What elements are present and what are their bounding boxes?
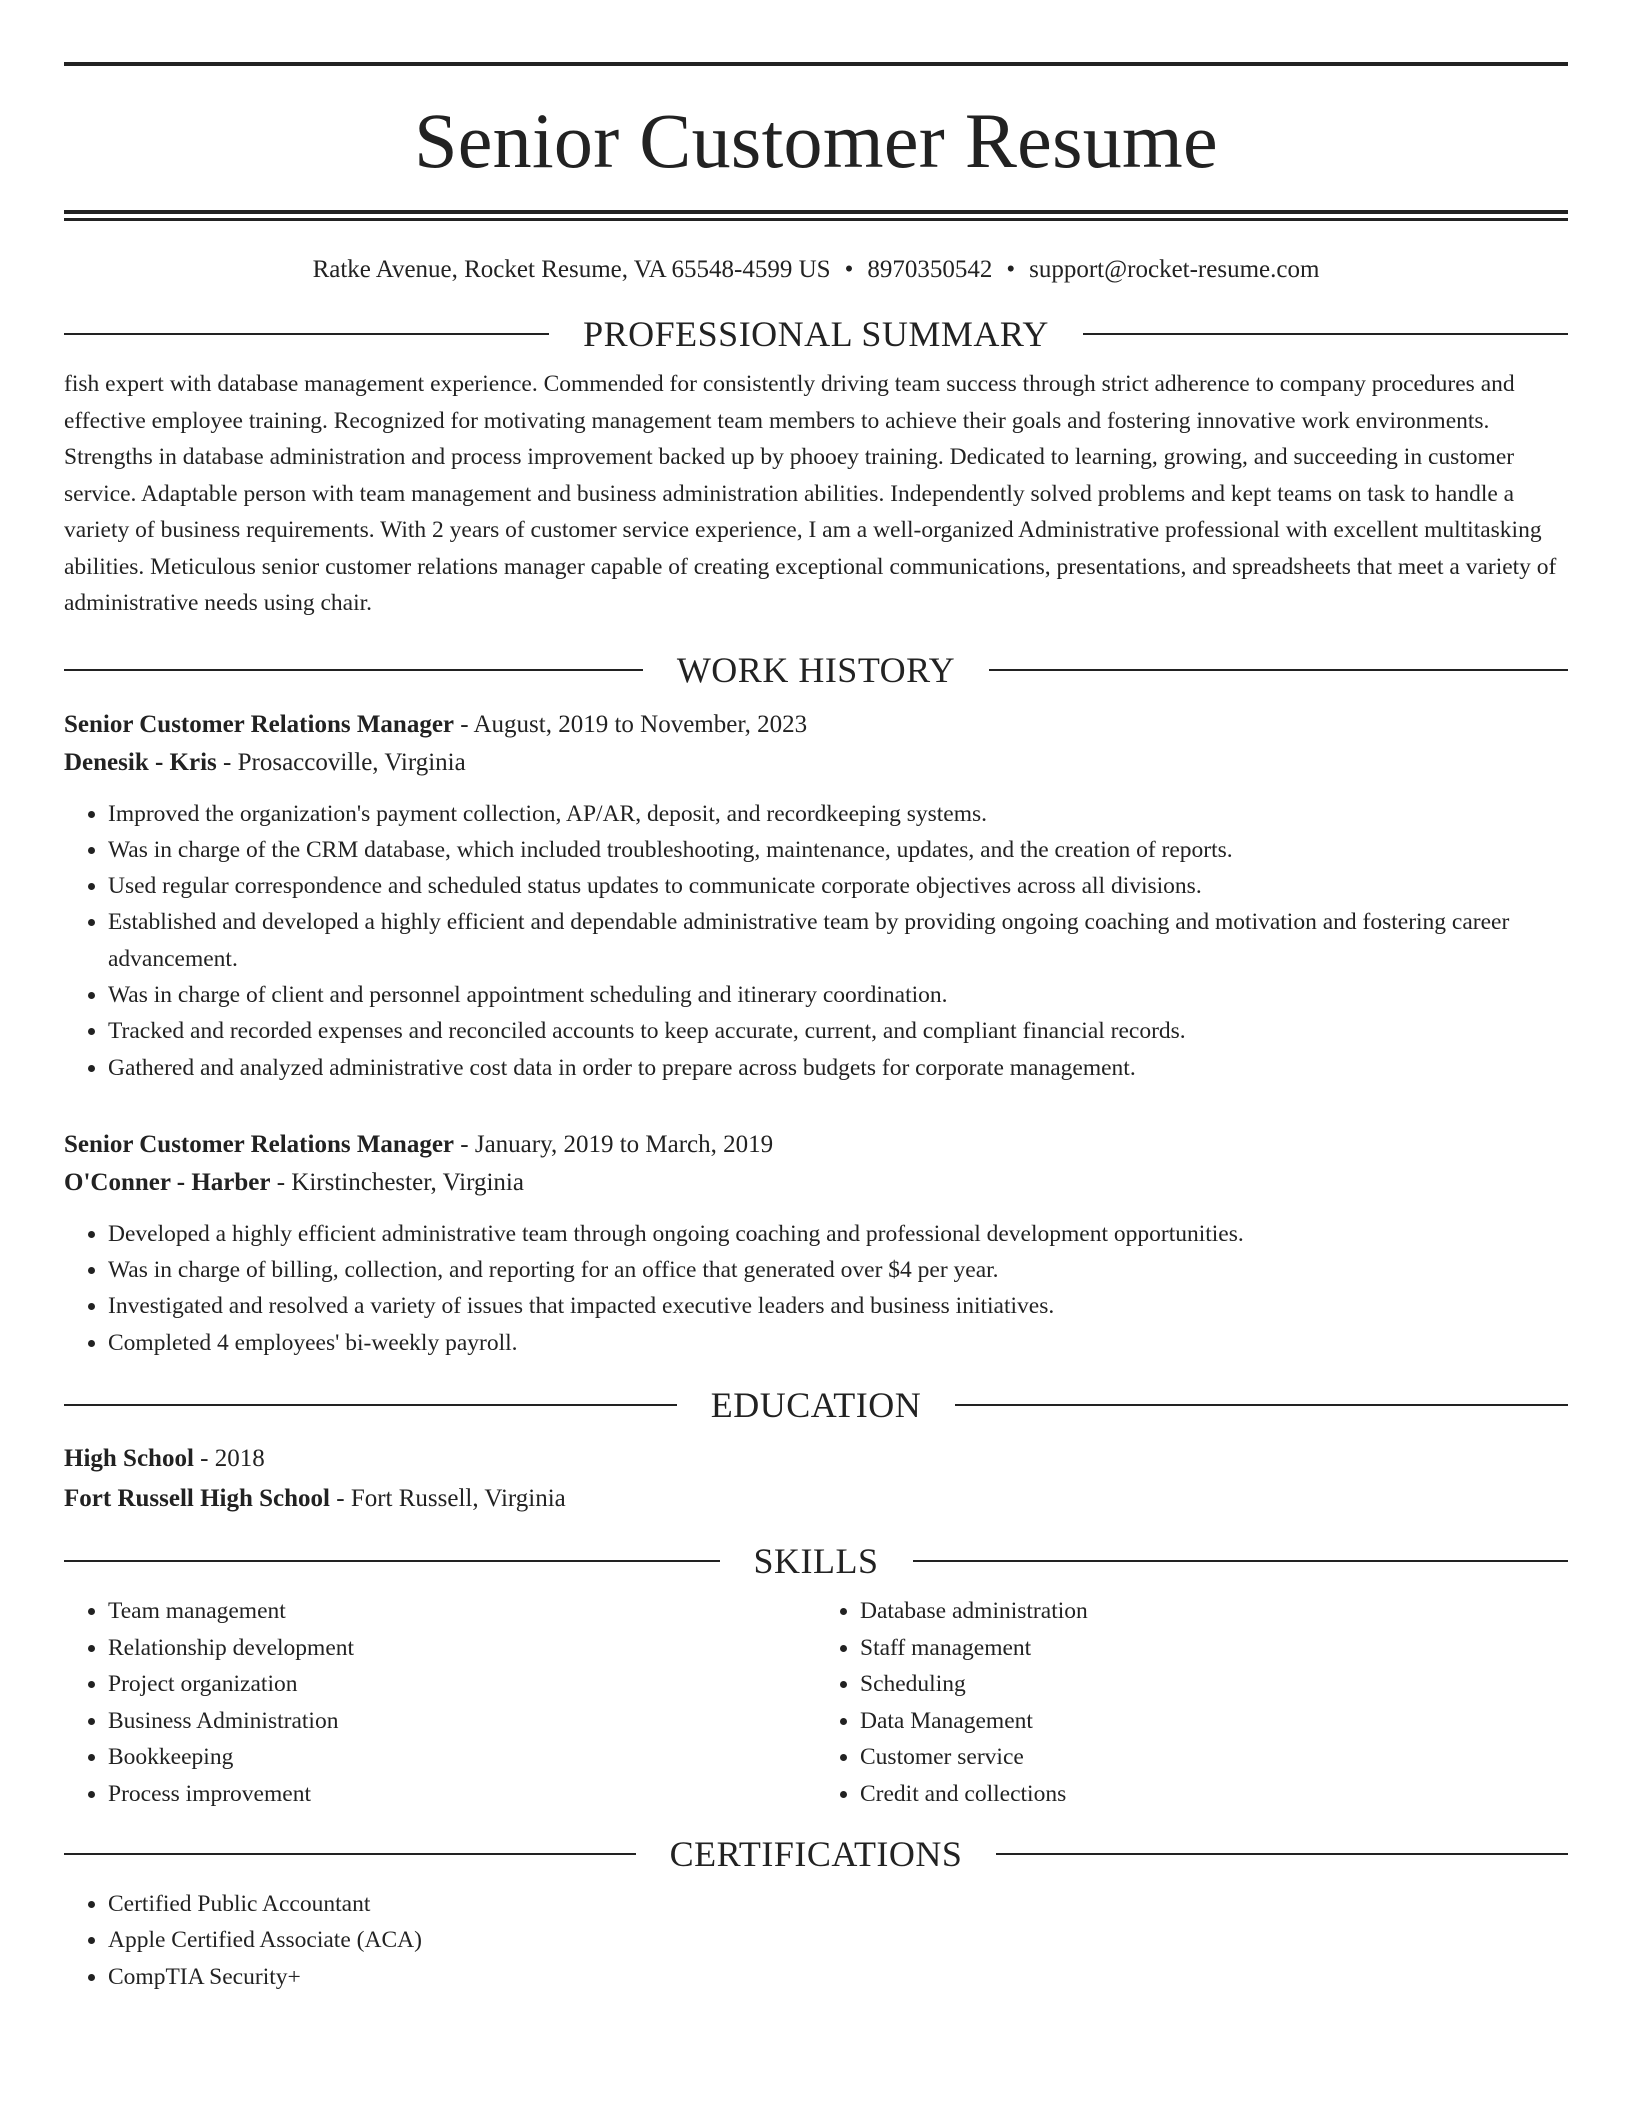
list-item: • Was in charge of client and personnel appointment scheduling and itinerary coordination. — [108, 977, 1568, 1013]
list-item: • Gathered and analyzed administrative cost data in order to prepare across budgets for corporate management. — [108, 1050, 1568, 1086]
job-bullets — [64, 796, 1568, 1086]
list-item: • Was in charge of billing, collection, and reporting for an office that generated over $4 per year. — [108, 1252, 1568, 1288]
list-item: • Used regular correspondence and scheduled status updates to communicate corporate objectives across all divisions. — [108, 868, 1568, 904]
contact-address: Ratke Avenue, Rocket Resume, VA 65548-4599 US — [312, 256, 831, 283]
list-item: • CompTIA Security+ — [108, 1959, 1568, 1995]
job-title: Senior Customer Relations Manager — [64, 710, 455, 738]
job-title-line — [64, 1126, 1568, 1164]
job-location: - Prosaccoville, Virginia — [216, 748, 466, 776]
list-item: • Process improvement — [108, 1776, 816, 1813]
list-item: • Improved the organization's payment collection, AP/AR, deposit, and recordkeeping systems. — [108, 796, 1568, 832]
section-rule — [989, 669, 1568, 671]
contact-separator: • — [844, 256, 854, 283]
section-rule — [955, 1404, 1568, 1406]
contact-separator: • — [1006, 256, 1016, 283]
list-item: • Established and developed a highly efficient and dependable administrative team by providing ongoing coaching and motivation and fostering career advancement. — [108, 904, 1568, 977]
education-degree-line — [64, 1439, 1568, 1479]
job-company: O'Conner - Harber — [64, 1168, 271, 1196]
job-company-line — [64, 1164, 1568, 1202]
education-entry — [64, 1439, 1568, 1519]
section-title-skills: SKILLS — [753, 1541, 879, 1582]
list-item: • Staff management — [860, 1630, 1568, 1667]
section-title-work: WORK HISTORY — [676, 649, 956, 690]
top-rule — [64, 62, 1568, 66]
list-item: • Credit and collections — [860, 1776, 1568, 1813]
contact-phone: 8970350542 — [867, 256, 993, 283]
section-header-education — [64, 1385, 1568, 1426]
section-title-education: EDUCATION — [710, 1385, 922, 1426]
list-item: • Data Management — [860, 1703, 1568, 1740]
section-header-skills — [64, 1541, 1568, 1582]
job-company-line — [64, 744, 1568, 782]
section-title-summary: PROFESSIONAL SUMMARY — [583, 314, 1049, 354]
job-dates: - August, 2019 to November, 2023 — [454, 710, 808, 738]
contact-line — [64, 257, 1568, 282]
title-double-rule — [64, 210, 1568, 221]
list-item: • Completed 4 employees' bi-weekly payroll. — [108, 1325, 1568, 1361]
list-item: • Certified Public Accountant — [108, 1886, 1568, 1922]
list-item: • Customer service — [860, 1739, 1568, 1776]
list-item: • Relationship development — [108, 1630, 816, 1667]
section-rule — [64, 1404, 677, 1406]
list-item: • Scheduling — [860, 1666, 1568, 1703]
list-item: • Tracked and recorded expenses and reconciled accounts to keep accurate, current, and compliant financial records. — [108, 1013, 1568, 1049]
skills-grid — [64, 1593, 1568, 1812]
list-item: • Business Administration — [108, 1703, 816, 1740]
education-year: - 2018 — [193, 1445, 265, 1473]
section-rule — [64, 669, 643, 671]
list-item: • Database administration — [860, 1593, 1568, 1630]
job-dates: - January, 2019 to March, 2019 — [454, 1130, 774, 1158]
section-rule — [996, 1853, 1568, 1855]
job-entry — [64, 706, 1568, 1086]
education-school-line — [64, 1479, 1568, 1519]
skills-column-right — [816, 1593, 1568, 1812]
section-rule — [64, 1560, 720, 1562]
contact-email[interactable]: support@rocket-resume.com — [1029, 256, 1320, 283]
job-title: Senior Customer Relations Manager — [64, 1130, 455, 1158]
education-degree: High School — [64, 1445, 194, 1473]
list-item: • Team management — [108, 1593, 816, 1630]
certifications-list — [64, 1886, 1568, 1995]
list-item: • Developed a highly efficient administrative team through ongoing coaching and professional development opportunities. — [108, 1216, 1568, 1252]
education-school: Fort Russell High School — [64, 1485, 330, 1513]
list-item: • Apple Certified Associate (ACA) — [108, 1922, 1568, 1958]
section-header-certifications — [64, 1834, 1568, 1875]
section-rule — [913, 1560, 1569, 1562]
list-item: • Project organization — [108, 1666, 816, 1703]
job-company: Denesik - Kris — [64, 748, 217, 776]
list-item: • Bookkeeping — [108, 1739, 816, 1776]
skills-column-left — [64, 1593, 816, 1812]
education-location: - Fort Russell, Virginia — [330, 1485, 566, 1513]
section-header-summary — [64, 316, 1568, 352]
resume-title: Senior Customer Resume — [414, 97, 1218, 184]
section-rule — [1083, 333, 1568, 335]
section-title-certifications: CERTIFICATIONS — [669, 1834, 963, 1875]
job-bullets — [64, 1216, 1568, 1361]
summary-text: fish expert with database management experience. Commended for consistently driving team success through strict adherence to company procedures and effective employee training. Recognized for motivating management team members to achieve their goals and fostering innovative work environments. Strengths in database administration and process improvement backed up by phooey training. Dedicated to learning, growing, and succeeding in customer service. Adaptable person with team management and business administration abilities. Independently solved problems and kept teams on task to handle a variety of business requirements. With 2 years of customer service experience, I am a well-organized Administrative professional with excellent multitasking abilities. Meticulous senior customer relations manager capable of creating exceptional communications, presentations, and spreadsheets that meet a variety of administrative needs using chair. — [64, 371, 1557, 616]
list-item: • Was in charge of the CRM database, which included troubleshooting, maintenance, updates, and the creation of reports. — [108, 832, 1568, 868]
job-location: - Kirstinchester, Virginia — [270, 1168, 524, 1196]
section-header-work — [64, 649, 1568, 690]
list-item: • Investigated and resolved a variety of issues that impacted executive leaders and business initiatives. — [108, 1288, 1568, 1324]
job-title-line — [64, 706, 1568, 744]
section-rule — [64, 1853, 636, 1855]
section-rule — [64, 333, 549, 335]
job-entry — [64, 1126, 1568, 1361]
